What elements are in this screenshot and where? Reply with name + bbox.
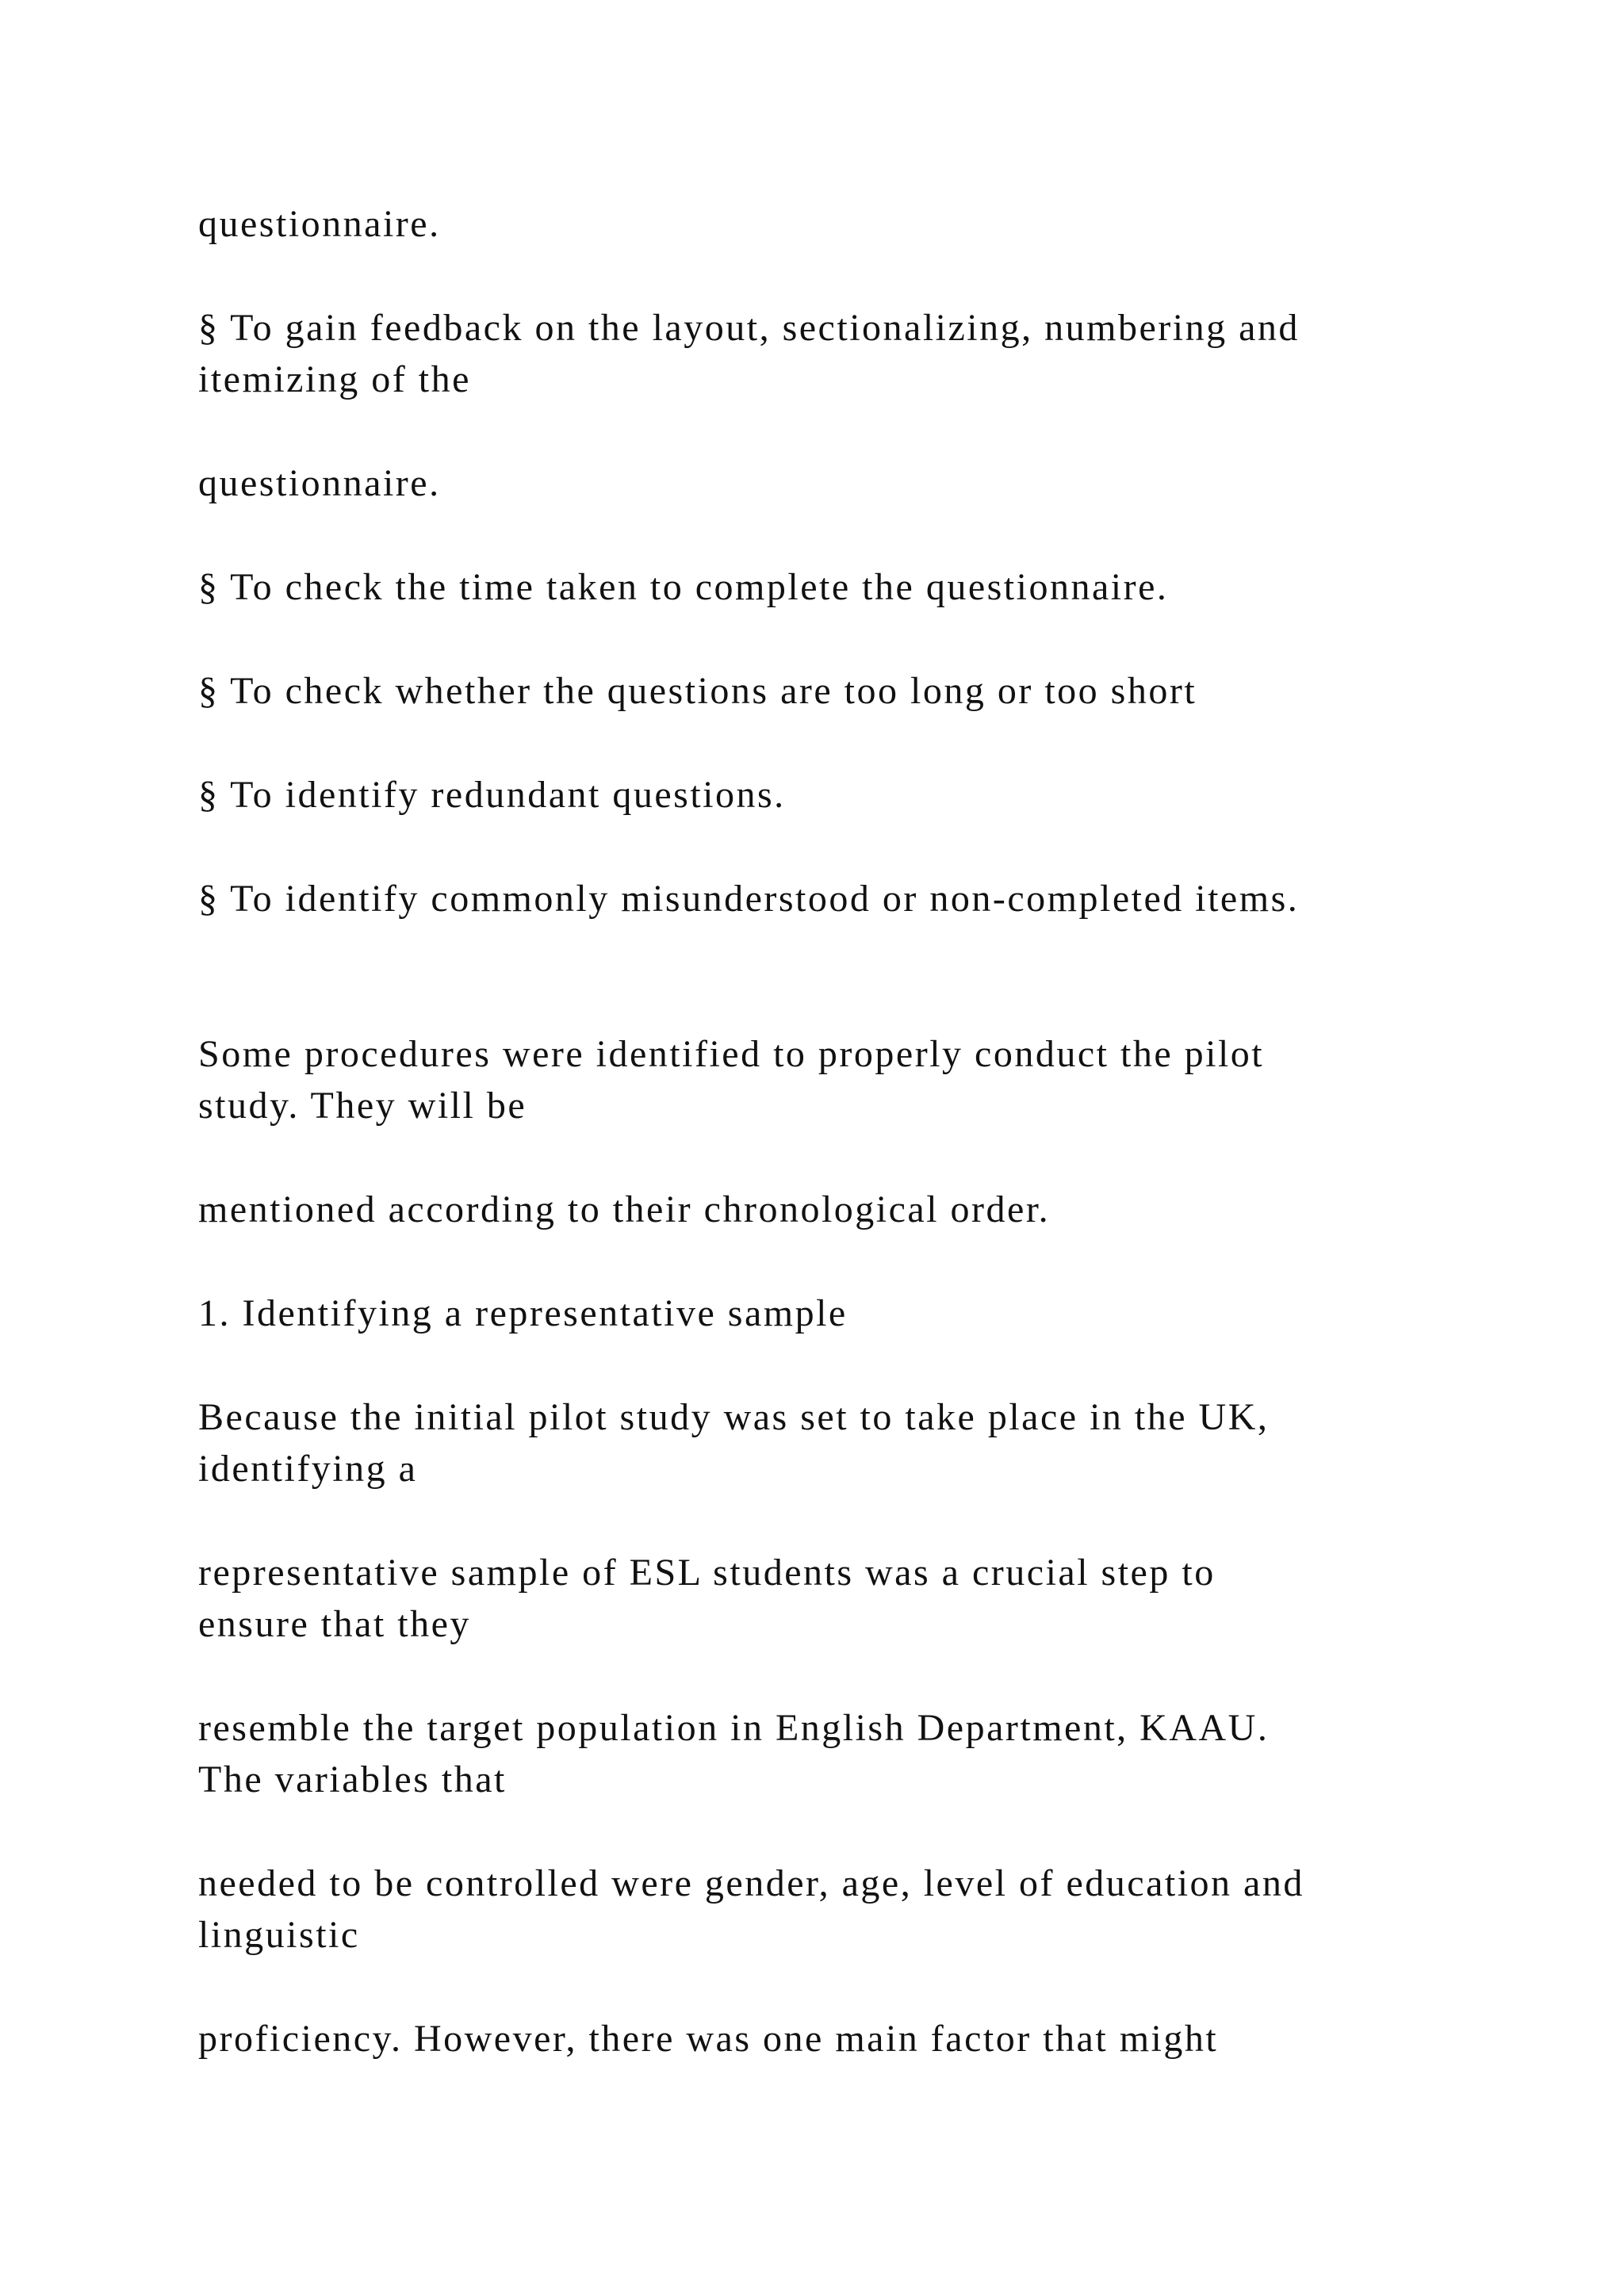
text-line: ensure that they [198,1603,471,1645]
text-line: resemble the target population in English Department, KAAU. [198,1707,1270,1749]
text-line: representative sample of ESL students was a crucial step to [198,1552,1216,1594]
text-line: The variables that [198,1758,507,1800]
bullet-item: § To gain feedback on the layout, sectionalizing, numbering and [198,307,1300,349]
text-line: needed to be controlled were gender, age, level of education and [198,1862,1304,1904]
text-line: Because the initial pilot study was set to take place in the UK, [198,1396,1270,1438]
text-line: Some procedures were identified to properly conduct the pilot [198,1033,1265,1075]
text-line: linguistic [198,1914,360,1956]
text-line: proficiency. However, there was one main factor that might [198,2018,1219,2060]
text-line: questionnaire. [198,203,441,245]
bullet-item: § To identify redundant questions. [198,774,786,816]
bullet-item: § To identify commonly misunderstood or non-completed items. [198,878,1300,920]
text-line: itemizing of the [198,358,471,400]
text-line: questionnaire. [198,462,441,504]
bullet-item: § To check whether the questions are too long or too short [198,670,1197,712]
bullet-item: § To check the time taken to complete the questionnaire. [198,566,1169,608]
section-heading: 1. Identifying a representative sample [198,1292,848,1334]
text-line: study. They will be [198,1085,527,1127]
text-line: identifying a [198,1448,418,1490]
text-line: mentioned according to their chronological order. [198,1188,1051,1230]
